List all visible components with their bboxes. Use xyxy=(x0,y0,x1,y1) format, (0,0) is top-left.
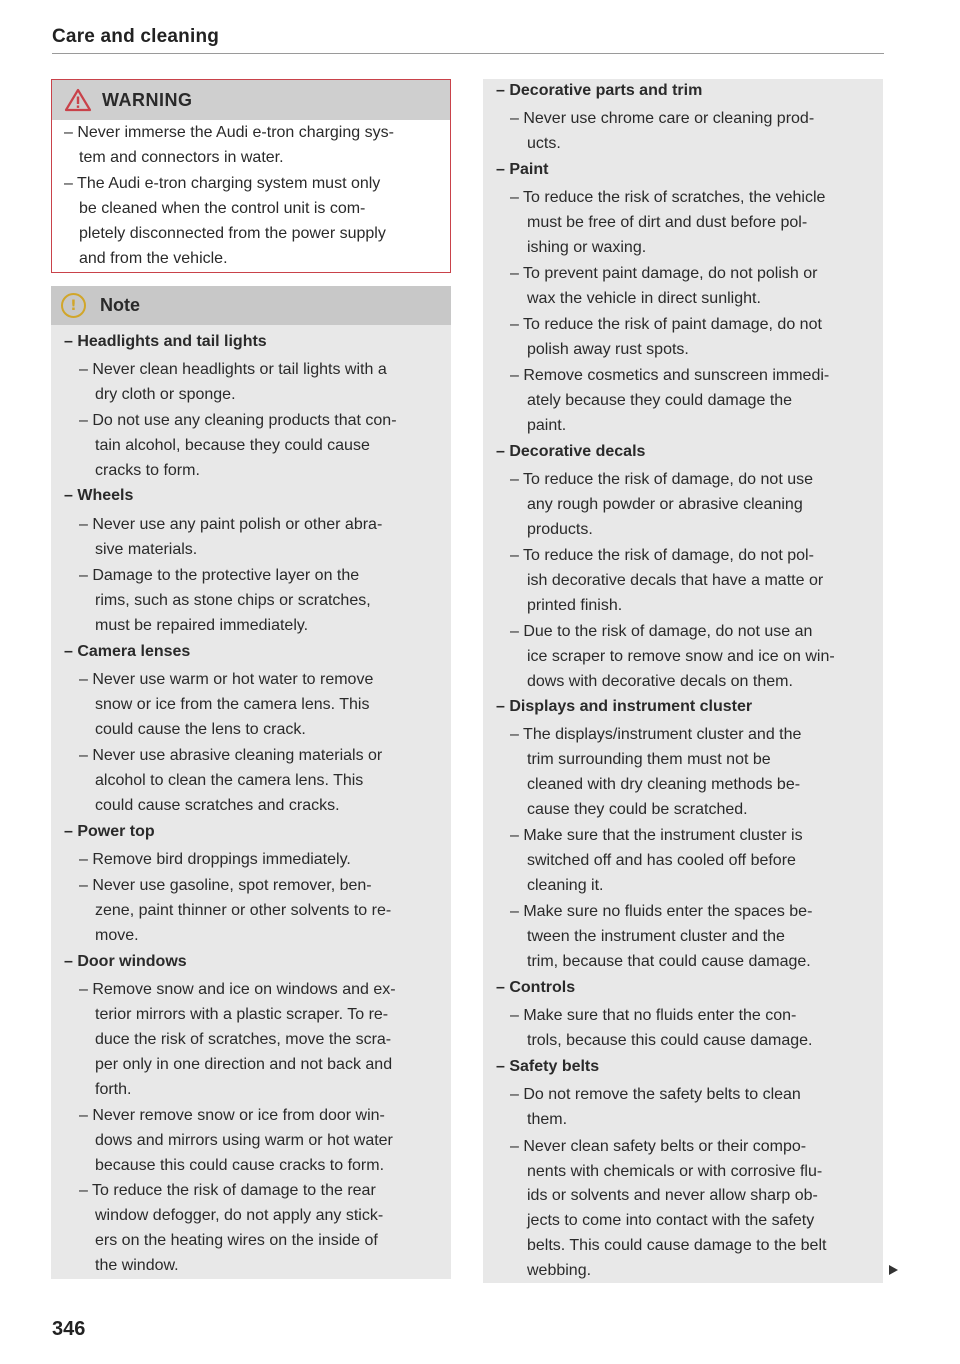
note-text-line: tain alcohol, because they could cause xyxy=(95,437,370,454)
right-text-line: cause they could be scratched. xyxy=(527,801,748,818)
warning-title: WARNING xyxy=(102,89,193,110)
note-text-line: snow or ice from the camera lens. This xyxy=(95,696,370,713)
note-text-line: could cause the lens to crack. xyxy=(95,721,306,738)
right-text-line: ucts. xyxy=(527,135,561,152)
right-text-line: – To reduce the risk of damage, do not use xyxy=(510,471,814,488)
right-text-line: – Safety belts xyxy=(496,1058,600,1075)
right-text-line: paint. xyxy=(527,417,567,434)
right-text-line: – Decorative parts and trim xyxy=(496,82,703,99)
warning-triangle-icon xyxy=(64,88,92,112)
right-text-line: nents with chemicals or with corrosive flu- xyxy=(527,1163,823,1180)
warning-text-line: be cleaned when the control unit is com- xyxy=(79,200,366,217)
right-text-line: any rough powder or abrasive cleaning xyxy=(527,496,803,513)
right-text-line: products. xyxy=(527,521,593,538)
note-text-line: because this could cause cracks to form. xyxy=(95,1157,385,1174)
right-text-line: printed finish. xyxy=(527,597,623,614)
note-text-line: duce the risk of scratches, move the scra- xyxy=(95,1031,392,1048)
right-text-line: dows with decorative decals on them. xyxy=(527,673,793,690)
note-text-line: ers on the heating wires on the inside of xyxy=(95,1232,378,1249)
right-text-line: wax the vehicle in direct sunlight. xyxy=(527,290,761,307)
note-text-line: dry cloth or sponge. xyxy=(95,386,236,403)
note-text-line: could cause scratches and cracks. xyxy=(95,797,340,814)
right-text-line: ately because they could damage the xyxy=(527,392,793,409)
note-text-line: sive materials. xyxy=(95,541,198,558)
note-text-line: move. xyxy=(95,927,139,944)
right-text-line: them. xyxy=(527,1111,568,1128)
right-text-line: – Make sure that the instrument cluster is xyxy=(510,827,803,844)
right-text-line: trim surrounding them must not be xyxy=(527,751,771,768)
right-text-line: cleaning it. xyxy=(527,877,604,894)
right-text-line: jects to come into contact with the safety xyxy=(527,1212,815,1229)
right-text-line: – Remove cosmetics and sunscreen immedi- xyxy=(510,367,830,384)
right-text-line: cleaned with dry cleaning methods be- xyxy=(527,776,801,793)
right-text-line: – The displays/instrument cluster and the xyxy=(510,726,802,743)
right-text-line: – Make sure no fluids enter the spaces be- xyxy=(510,903,813,920)
note-text-line: – To reduce the risk of damage to the rear xyxy=(79,1182,376,1199)
warning-text-line: – Never immerse the Audi e-tron charging sys- xyxy=(64,124,394,141)
right-text-line: – Controls xyxy=(496,979,576,996)
note-text-line: – Wheels xyxy=(64,487,134,504)
note-text-line: – Never use warm or hot water to remove xyxy=(79,671,374,688)
note-text-line: must be repaired immediately. xyxy=(95,617,309,634)
warning-text-line: – The Audi e-tron charging system must only xyxy=(64,175,381,192)
note-text-line: forth. xyxy=(95,1081,132,1098)
right-text-line: – Never use chrome care or cleaning prod- xyxy=(510,110,815,127)
page-number: 346 xyxy=(52,1318,86,1340)
header-rule xyxy=(52,53,884,54)
note-text-line: per only in one direction and not back and xyxy=(95,1056,393,1073)
right-text-line: trim, because that could cause damage. xyxy=(527,953,811,970)
note-exclamation-icon: ! xyxy=(61,293,86,318)
right-text-line: switched off and has cooled off before xyxy=(527,852,796,869)
note-text-line: – Never use gasoline, spot remover, ben- xyxy=(79,877,372,894)
note-text-line: – Camera lenses xyxy=(64,643,191,660)
right-text-line: belts. This could cause damage to the belt xyxy=(527,1237,827,1254)
right-text-line: – Do not remove the safety belts to clean xyxy=(510,1086,801,1103)
note-text-line: – Never clean headlights or tail lights with a xyxy=(79,361,387,378)
right-text-line: – Due to the risk of damage, do not use an xyxy=(510,623,813,640)
note-text-line: alcohol to clean the camera lens. This xyxy=(95,772,364,789)
note-text-line: – Do not use any cleaning products that con- xyxy=(79,412,397,429)
note-text-line: rims, such as stone chips or scratches, xyxy=(95,592,371,609)
note-text-line: terior mirrors with a plastic scraper. To re- xyxy=(95,1006,389,1023)
note-text-line: window defogger, do not apply any stick- xyxy=(95,1207,384,1224)
right-text-line: trols, because this could cause damage. xyxy=(527,1032,813,1049)
warning-text-line: tem and connectors in water. xyxy=(79,149,284,166)
right-text-line: – To reduce the risk of damage, do not pol- xyxy=(510,547,814,564)
note-text-line: – Door windows xyxy=(64,953,187,970)
note-text-line: – Headlights and tail lights xyxy=(64,333,267,350)
right-text-line: ishing or waxing. xyxy=(527,239,647,256)
note-text-line: – Power top xyxy=(64,823,155,840)
right-text-line: ids or solvents and never allow sharp ob- xyxy=(527,1187,818,1204)
warning-header xyxy=(52,80,450,120)
right-text-line: ish decorative decals that have a matte or xyxy=(527,572,824,589)
note-header xyxy=(51,286,451,325)
continue-arrow-icon xyxy=(887,1264,899,1276)
right-text-line: polish away rust spots. xyxy=(527,341,689,358)
right-text-line: tween the instrument cluster and the xyxy=(527,928,785,945)
right-text-line: – To reduce the risk of scratches, the vehicle xyxy=(510,189,826,206)
warning-text-line: and from the vehicle. xyxy=(79,250,228,267)
warning-text-line: pletely disconnected from the power supply xyxy=(79,225,386,242)
right-text-line: – To reduce the risk of paint damage, do not xyxy=(510,316,822,333)
note-text-line: – Remove snow and ice on windows and ex- xyxy=(79,981,396,998)
right-text-line: – To prevent paint damage, do not polish or xyxy=(510,265,818,282)
note-text-line: – Never use any paint polish or other abra- xyxy=(79,516,383,533)
right-text-line: – Displays and instrument cluster xyxy=(496,698,753,715)
right-text-line: – Never clean safety belts or their compo- xyxy=(510,1138,807,1155)
right-text-line: ice scraper to remove snow and ice on win- xyxy=(527,648,835,665)
right-text-line: must be free of dirt and dust before pol- xyxy=(527,214,808,231)
right-text-line: – Paint xyxy=(496,161,549,178)
note-text-line: zene, paint thinner or other solvents to re- xyxy=(95,902,392,919)
section-title: Care and cleaning xyxy=(52,26,220,47)
right-text-line: webbing. xyxy=(527,1262,592,1279)
note-text-line: cracks to form. xyxy=(95,462,200,479)
note-text-line: – Never remove snow or ice from door win- xyxy=(79,1107,385,1124)
note-title: Note xyxy=(100,295,140,315)
right-text-line: – Make sure that no fluids enter the con- xyxy=(510,1007,797,1024)
right-text-line: – Decorative decals xyxy=(496,443,646,460)
note-text-line: – Damage to the protective layer on the xyxy=(79,567,360,584)
note-text-line: – Never use abrasive cleaning materials or xyxy=(79,747,383,764)
note-text-line: dows and mirrors using warm or hot water xyxy=(95,1132,393,1149)
note-text-line: the window. xyxy=(95,1257,179,1274)
note-text-line: – Remove bird droppings immediately. xyxy=(79,851,351,868)
